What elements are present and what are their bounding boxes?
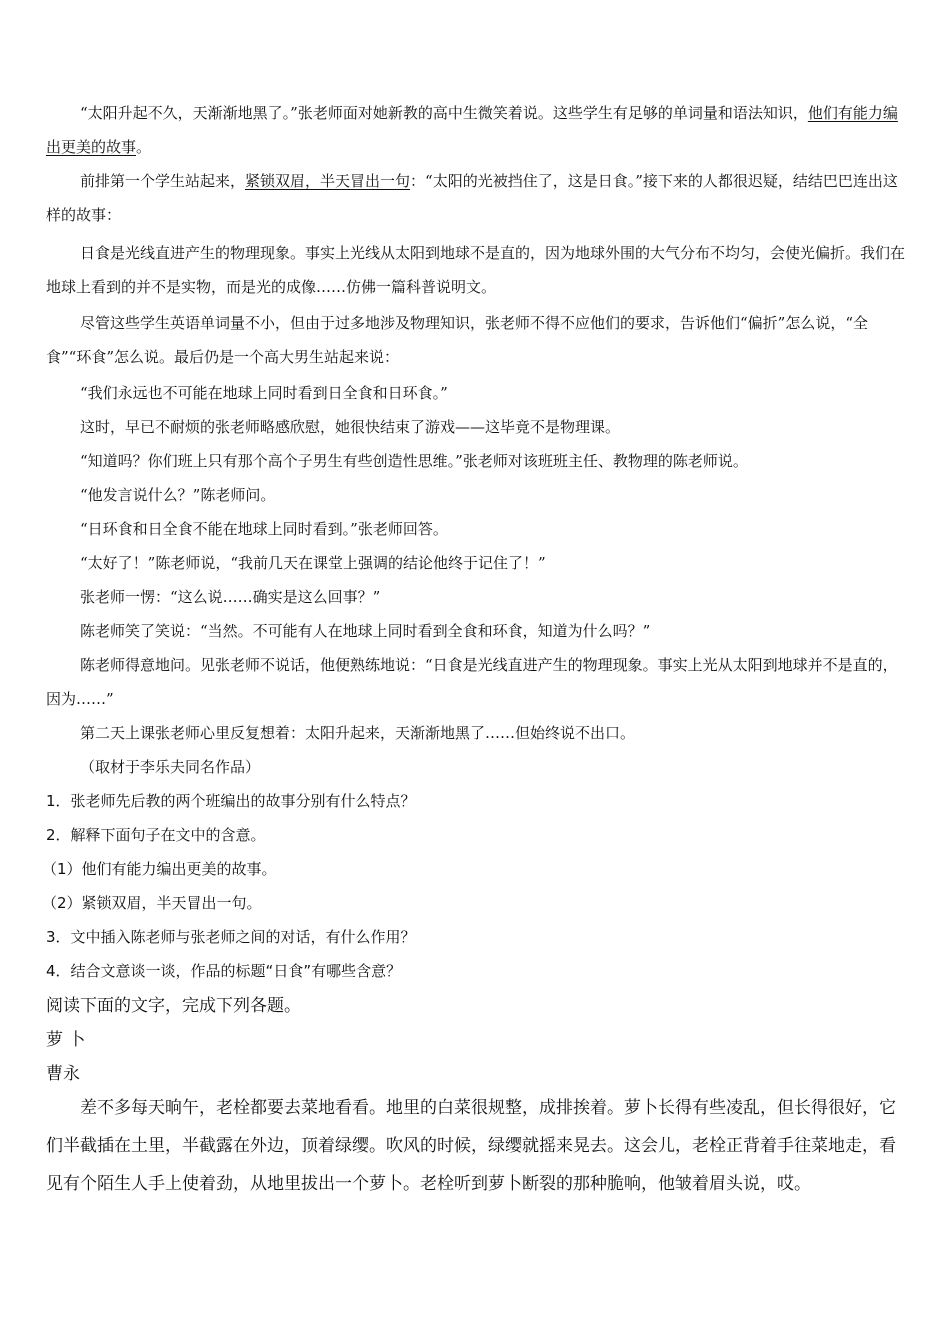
question-2-sub-1: （1）他们有能力编出更美的故事。: [42, 860, 277, 878]
story1-paragraph-13: 陈老师得意地问。见张老师不说话，他便熟练地说：“日食是光线直进产生的物理现象。事实上光从太阳到地球并不是直的，因为……”: [46, 656, 898, 708]
question-2: 2．解释下面句子在文中的含意。: [46, 826, 266, 844]
story1-paragraph-9: “日环食和日全食不能在地球上同时看到。”张老师回答。: [80, 520, 448, 538]
paragraph-text: ：“太阳的光被挡住了，这是日食。”接下来的人都很迟疑，结结巴巴连出这样的故事：: [46, 172, 898, 224]
story1-paragraph-10: “太好了！”陈老师说，“我前几天在课堂上强调的结论他终于记住了！”: [80, 554, 546, 572]
underlined-sentence-2: 紧锁双眉，半天冒出一句: [245, 172, 411, 190]
story1-paragraph-12: 陈老师笑了笑说：“当然。不可能有人在地球上同时看到全食和环食，知道为什么吗？”: [80, 622, 651, 640]
paragraph-text: “太阳升起不久，天渐渐地黑了。”张老师面对她新教的高中生微笑着说。这些学生有足够的单词量和语法知识，: [80, 104, 808, 122]
question-2-sub-2: （2）紧锁双眉，半天冒出一句。: [42, 894, 262, 912]
story1-paragraph-14: 第二天上课张老师心里反复想着：太阳升起来，天渐渐地黑了……但始终说不出口。: [80, 724, 636, 742]
story1-paragraph-7: “知道吗？你们班上只有那个高个子男生有些创造性思维。”张老师对该班班主任、教物理的陈老师说。: [80, 452, 748, 470]
story1-paragraph-6: 这时，早已不耐烦的张老师略感欣慰，她很快结束了游戏——这毕竟不是物理课。: [80, 418, 621, 436]
reading-instruction: 阅读下面的文字，完成下列各题。: [46, 996, 301, 1016]
story1-paragraph-8: “他发言说什么？”陈老师问。: [80, 486, 276, 504]
story1-source: （取材于李乐夫同名作品）: [80, 758, 261, 776]
story2-title: 萝 卜: [46, 1030, 86, 1050]
story1-paragraph-11: 张老师一愣：“这么说……确实是这么回事？”: [80, 588, 381, 606]
story1-paragraph-3: 日食是光线直进产生的物理现象。事实上光线从太阳到地球不是直的，因为地球外围的大气分布不均匀，会使光偏折。我们在地球上看到的并不是实物，而是光的成像……仿佛一篇科普说明文。: [46, 244, 906, 296]
question-4: 4．结合文意谈一谈，作品的标题“日食”有哪些含意？: [46, 962, 402, 980]
story1-paragraph-4: 尽管这些学生英语单词量不小，但由于过多地涉及物理知识，张老师不得不应他们的要求，告诉他们“偏折”怎么说，“全食”“环食”怎么说。最后仍是一个高大男生站起来说：: [46, 314, 869, 366]
story2-author: 曹永: [46, 1064, 80, 1084]
story2-paragraph-1: 差不多每天晌午，老栓都要去菜地看看。地里的白菜很规整，成排挨着。萝卜长得有些凌乱，但长得很好，它们半截插在土里，半截露在外边，顶着绿缨。吹风的时候，绿缨就摇来晃去。这会儿，老栓正背着手往菜地走，看见有个陌生人手上使着劲，从地里拔出一个萝卜。老栓听到萝卜断裂的那种脆响，他皱着眉头说，哎。: [46, 1098, 896, 1194]
question-3: 3．文中插入陈老师与张老师之间的对话，有什么作用？: [46, 928, 416, 946]
story1-paragraph-5: “我们永远也不可能在地球上同时看到日全食和日环食。”: [80, 384, 448, 402]
paragraph-text: 前排第一个学生站起来，: [80, 172, 246, 190]
paragraph-text: 。: [136, 138, 152, 156]
underlined-sentence-1: 他们有能力编出更美的故事: [46, 104, 898, 156]
story1-paragraph-1: [46, 96, 908, 164]
story1-paragraph-2: [46, 164, 908, 232]
question-1: 1．张老师先后教的两个班编出的故事分别有什么特点？: [46, 792, 416, 810]
